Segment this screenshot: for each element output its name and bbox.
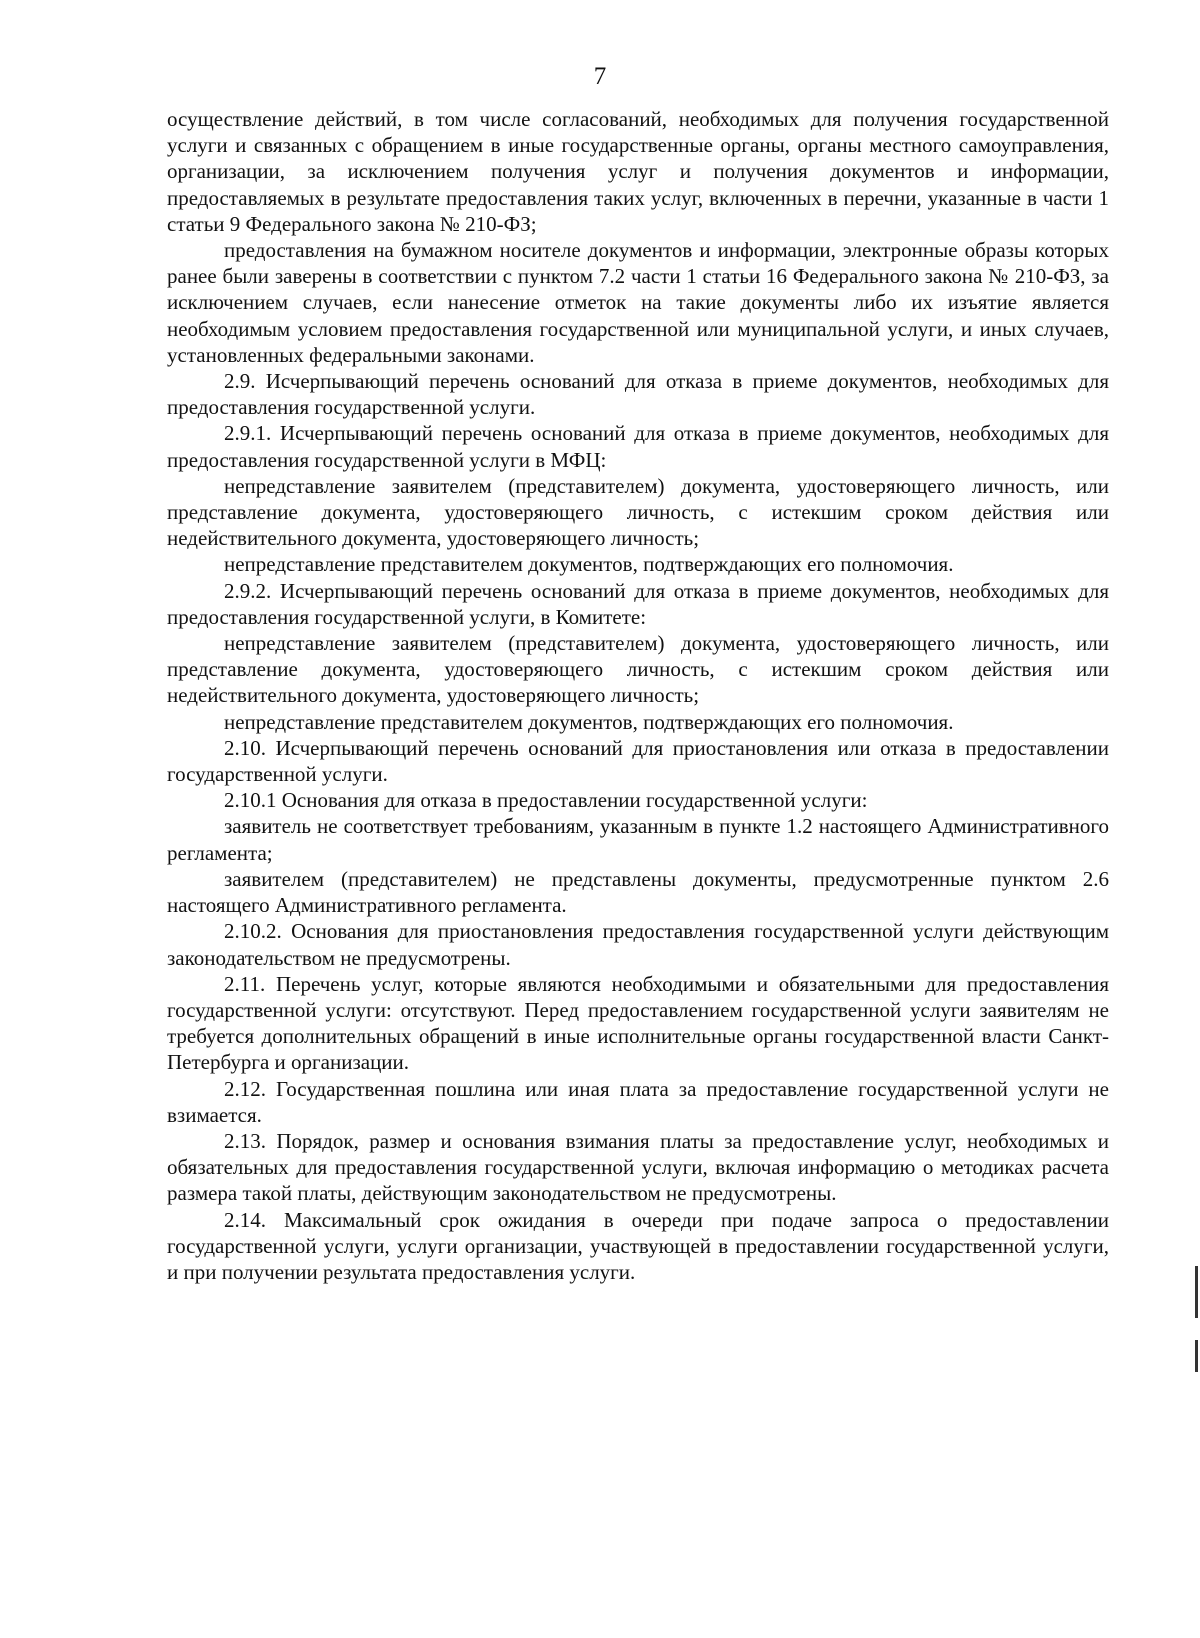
list-item-requirements: заявитель не соответствует требованиям, указанным в пункте 1.2 настоящего Административного регламента; xyxy=(167,814,1109,865)
paragraph-2-9-1: 2.9.1. Исчерпывающий перечень оснований для отказа в приеме документов, необходимых для предоставления государственной услуги в МФЦ: xyxy=(167,421,1109,472)
document-body xyxy=(167,106,1109,1285)
paragraph-2-10-1: 2.10.1 Основания для отказа в предоставлении государственной услуги: xyxy=(224,788,868,813)
paragraph-2-10: 2.10. Исчерпывающий перечень оснований для приостановления или отказа в предоставлении государственной услуги. xyxy=(167,735,1109,787)
paragraph-2-10-2: 2.10.2. Основания для приостановления предоставления государственной услуги действующим законодательством не предусмотрены. xyxy=(167,919,1109,970)
paragraph-continuation-actions: осуществление действий, в том числе согласований, необходимых для получения государственной услуги и связанных с обращением в иные государственные органы, органы местного самоуправления, организации, за исключением получения услуг и получения документов и информации, предоставляемых в результате предоставления таких услуг, включенных в перечни, указанные в части 1 статьи 9 Федерального закона № 210-ФЗ; xyxy=(167,107,1109,236)
list-item-identity-document: непредставление заявителем (представителем) документа, удостоверяющего личность, или представление документа, удостоверяющего личность, с истекшим сроком действия или недействительного документа, удостоверяющего личность; xyxy=(167,631,1109,708)
paragraph-2-13: 2.13. Порядок, размер и основания взимания платы за предоставление услуг, необходимых и обязательных для предоставления государственной услуги, включая информацию о методиках расчета размера такой платы, действующим законодательством не предусмотрены. xyxy=(167,1128,1109,1206)
list-item-representative-authority: непредставление представителем документов, подтверждающих его полномочия. xyxy=(224,552,954,577)
list-item-identity-document: непредставление заявителем (представителем) документа, удостоверяющего личность, или представление документа, удостоверяющего личность, с истекшим сроком действия или недействительного документа, удостоверяющего личность; xyxy=(167,473,1109,551)
paragraph-paper-documents: предоставления на бумажном носителе документов и информации, электронные образы которых ранее были заверены в соответствии с пунктом 7.2 части 1 статьи 16 Федерального закона № 210-ФЗ, за исключением случаев, если нанесение отметок на такие документы либо их изъятие является необходимым условием предоставления государственной или муниципальной услуги, и иных случаев, установленных федеральными законами. xyxy=(167,238,1109,367)
list-item-missing-documents: заявителем (представителем) не представлены документы, предусмотренные пунктом 2.6 настоящего Административного регламента. xyxy=(167,866,1109,918)
scan-edge-mark xyxy=(1195,1266,1198,1318)
paragraph-2-12: 2.12. Государственная пошлина или иная плата за предоставление государственной услуги не взимается. xyxy=(167,1076,1109,1127)
list-item-representative-authority: непредставление представителем документов, подтверждающих его полномочия. xyxy=(224,709,954,734)
paragraph-2-9-2: 2.9.2. Исчерпывающий перечень оснований для отказа в приеме документов, необходимых для предоставления государственной услуги, в Комитете: xyxy=(167,578,1109,629)
paragraph-2-14: 2.14. Максимальный срок ожидания в очереди при подаче запроса о предоставлении государственной услуги, услуги организации, участвующей в предоставлении государственной услуги, и при получении результата предоставления услуги. xyxy=(167,1207,1109,1284)
paragraph-2-11: 2.11. Перечень услуг, которые являются необходимыми и обязательными для предоставления государственной услуги: отсутствуют. Перед предоставлением государственной услуги заявителям не требуется дополнительных обращений в иные исполнительные органы государственной власти Санкт-Петербурга и организации. xyxy=(167,971,1109,1075)
scan-edge-mark xyxy=(1195,1340,1198,1372)
paragraph-2-9: 2.9. Исчерпывающий перечень оснований для отказа в приеме документов, необходимых для предоставления государственной услуги. xyxy=(167,369,1109,420)
page-number: 7 xyxy=(593,63,607,90)
